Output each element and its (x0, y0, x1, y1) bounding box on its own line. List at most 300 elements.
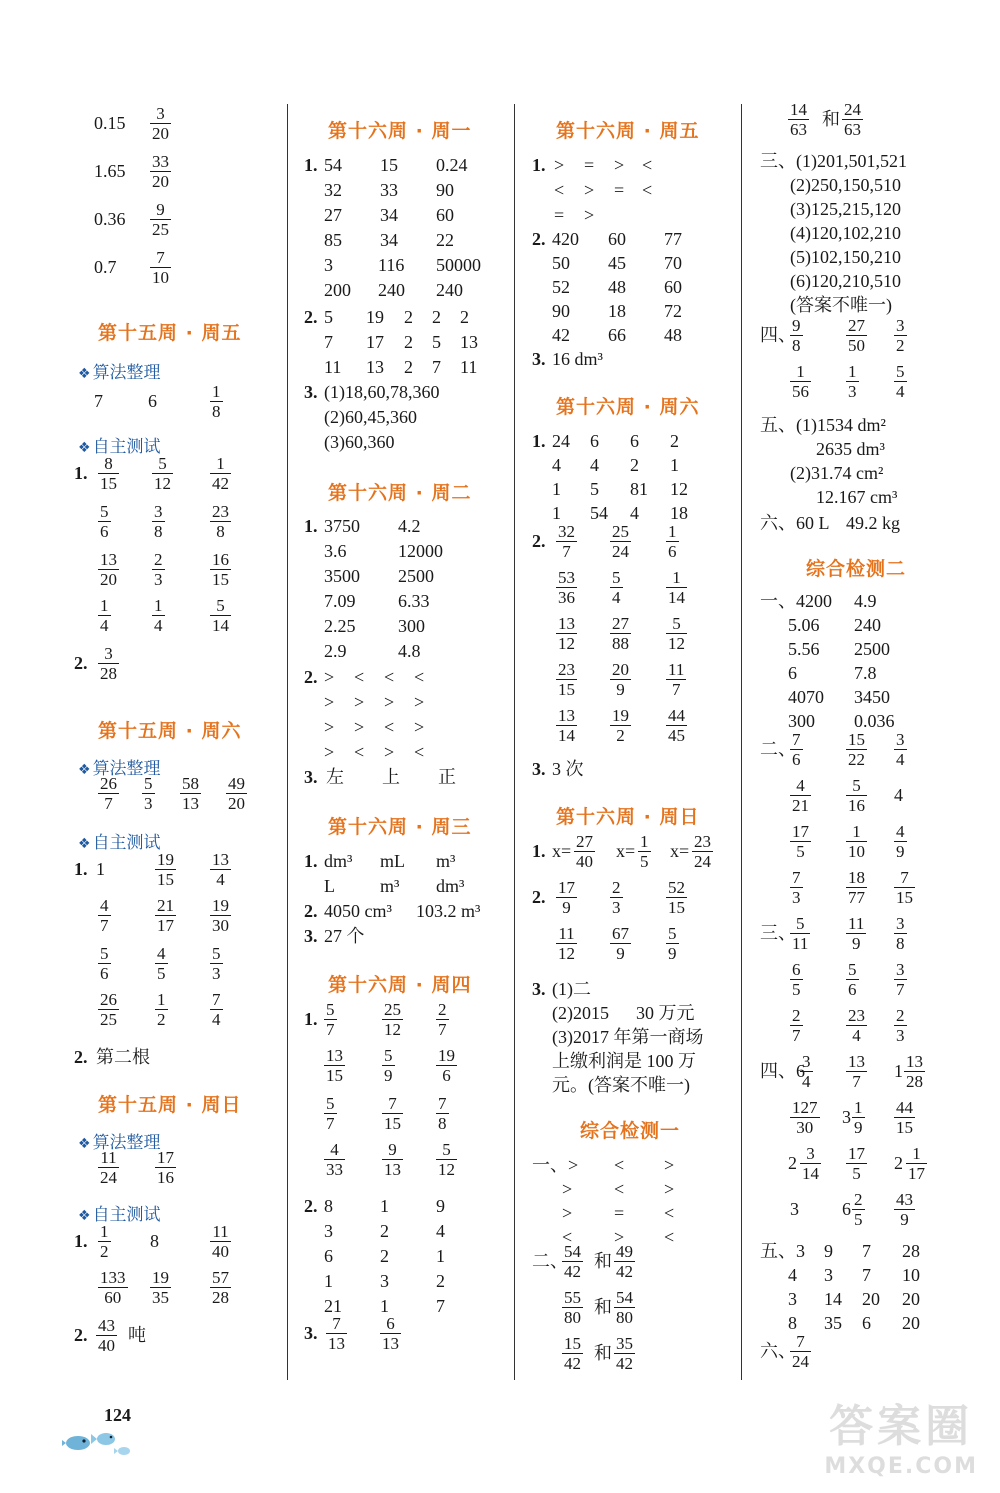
fraction (98, 1148, 119, 1187)
fraction (692, 832, 713, 871)
numerator: 5 (144, 774, 153, 793)
numerator: 17 (848, 1144, 865, 1163)
numerator: 1 (854, 1098, 863, 1117)
fraction (436, 1000, 449, 1039)
answer-text: < (554, 180, 565, 200)
numerator: 58 (182, 774, 199, 793)
answer-text: > (614, 155, 625, 175)
denominator: 6 (848, 980, 857, 999)
answer-text: 5 (432, 332, 441, 352)
numerator: 5 (672, 614, 681, 633)
answer-text: 五、(1)1534 dm² (760, 415, 886, 435)
answer-text: 3 (790, 1199, 799, 1219)
numerator: 6 (792, 960, 801, 979)
fraction (894, 1190, 915, 1229)
denominator: 3 (896, 1026, 905, 1045)
question-number: 2. (304, 307, 318, 327)
answer-text: (答案不唯一) (790, 295, 892, 315)
answer-text: dm³ (324, 851, 353, 871)
denominator: 4 (100, 616, 109, 635)
fraction (846, 1052, 867, 1091)
fraction (556, 878, 577, 917)
numerator: 14 (790, 100, 807, 119)
question-number: 1. (532, 841, 546, 861)
denominator: 12 (438, 1160, 455, 1179)
answer-text: 8 (150, 1231, 159, 1251)
fraction (150, 104, 171, 143)
numerator: 1 (668, 522, 677, 541)
numerator: 8 (104, 454, 113, 473)
numerator: 55 (564, 1288, 581, 1307)
answer-text: 240 (436, 280, 463, 300)
answer-text: 6 (788, 663, 797, 683)
fraction (324, 1000, 337, 1039)
denominator: 15 (100, 474, 117, 493)
answer-text: (4)120,102,210 (790, 223, 901, 243)
numerator: 24 (844, 100, 861, 119)
fraction (210, 550, 231, 589)
numerator: 133 (100, 1268, 126, 1287)
answer-text: 四、 (760, 325, 796, 345)
answer-text: 4 (894, 785, 903, 805)
answer-text: 13 (366, 357, 384, 377)
fraction (152, 502, 165, 541)
subsection-heading (78, 1200, 161, 1225)
numerator: 26 (100, 990, 117, 1009)
denominator: 12 (668, 634, 685, 653)
denominator: 9 (610, 679, 631, 699)
numerator: 9 (792, 316, 801, 335)
denominator: 15 (212, 570, 229, 589)
answer-text: (2)31.74 cm² (790, 463, 884, 483)
numerator: 7 (796, 1332, 805, 1351)
fraction (98, 596, 111, 635)
denominator: 8 (154, 522, 163, 541)
answer-text: 8 (324, 1196, 333, 1216)
fraction (846, 1144, 867, 1183)
answer-text: 32 (324, 180, 342, 200)
answer-text: 7 (432, 357, 441, 377)
numerator: 7 (212, 990, 221, 1009)
numerator: 13 (326, 1046, 343, 1065)
section-heading: 第十五周 · 周日 (98, 1094, 242, 1116)
denominator: 9 (896, 842, 905, 861)
answer-text: < (614, 1179, 625, 1199)
numerator: 13 (212, 850, 229, 869)
section-heading: 综合检测一 (580, 1120, 681, 1142)
answer-text: 9 (436, 1196, 445, 1216)
question-number: 2. (532, 887, 546, 907)
denominator: 30 (790, 1117, 820, 1137)
denominator: 13 (382, 1334, 399, 1353)
numerator: 17 (558, 878, 575, 897)
numerator: 1 (100, 1222, 109, 1241)
denominator: 60 (98, 1287, 128, 1307)
fraction (790, 730, 803, 769)
answer-text: 2 (404, 307, 413, 327)
answer-text: 12.167 cm³ (816, 487, 898, 507)
answer-text: 4.2 (398, 516, 421, 536)
fraction (790, 316, 803, 355)
answer-text: > (614, 1227, 625, 1247)
answer-text: 28 (902, 1241, 920, 1261)
answer-text: 70 (664, 253, 682, 273)
answer-text: 0.036 (854, 711, 895, 731)
answer-text: 13 (460, 332, 478, 352)
fraction (846, 822, 867, 861)
answer-text: 50000 (436, 255, 481, 275)
fraction (98, 454, 119, 493)
answer-text: 3 (380, 1271, 389, 1291)
denominator: 15 (558, 680, 575, 699)
denominator: 11 (792, 934, 809, 953)
numerator: 27 (576, 832, 593, 851)
watermark-logo: 答案圈 MXQE.COM (824, 1401, 978, 1479)
denominator: 8 (438, 1114, 447, 1133)
numerator: 4 (796, 776, 805, 795)
fish-decoration-icon (62, 1425, 142, 1461)
numerator: 2 (438, 1000, 447, 1019)
fraction (846, 316, 867, 355)
column-divider (514, 104, 515, 1380)
answer-text: 0.7 (94, 257, 117, 277)
subsection-label: 算法整理 (92, 759, 161, 779)
answer-text: 90 (436, 180, 454, 200)
answer-text: 一、4200 (760, 591, 832, 611)
denominator: 4 (802, 1072, 811, 1091)
denominator: 8 (792, 336, 801, 355)
fraction (846, 960, 859, 999)
numerator: 25 (384, 1000, 401, 1019)
answer-text: 2 (380, 1221, 389, 1241)
answer-text: 3450 (854, 687, 890, 707)
denominator: 2 (610, 725, 631, 745)
fraction (98, 644, 119, 683)
numerator: 44 (896, 1098, 913, 1117)
denominator: 17 (157, 916, 174, 935)
fraction (556, 706, 577, 745)
question-number: 2. (532, 229, 546, 249)
answer-text: 五、3 (760, 1241, 805, 1261)
question-number: 2. (304, 1196, 318, 1216)
denominator: 7 (556, 541, 577, 561)
answer-text: > (324, 742, 335, 762)
answer-text: 2500 (854, 639, 890, 659)
answer-text: 6 (842, 1199, 851, 1219)
answer-text: 60 (436, 205, 454, 225)
denominator: 9 (846, 933, 866, 953)
answer-text: 12000 (398, 541, 443, 561)
answer-text: 60 (608, 229, 626, 249)
numerator: 2 (154, 550, 163, 569)
answer-text: 24 (552, 431, 570, 451)
denominator: 2 (157, 1010, 166, 1029)
denominator: 14 (558, 726, 575, 745)
answer-text: 4.8 (398, 641, 421, 661)
denominator: 22 (848, 750, 865, 769)
fraction (666, 614, 687, 653)
fraction (562, 1242, 583, 1281)
question-number: 3. (304, 767, 318, 787)
page-number: 124 (104, 1405, 131, 1425)
denominator: 40 (576, 852, 593, 871)
answer-text: 6 (630, 431, 639, 451)
denominator: 7 (438, 1020, 447, 1039)
fraction (842, 100, 863, 139)
denominator: 45 (668, 726, 685, 745)
numerator: 20 (612, 660, 629, 679)
fraction (98, 774, 119, 813)
denominator: 6 (668, 542, 677, 561)
answer-text: 3500 (324, 566, 360, 586)
fraction (906, 1144, 927, 1183)
question-number: 3. (304, 382, 318, 402)
answer-text: 7 (862, 1241, 871, 1261)
denominator: 4 (612, 588, 621, 607)
numerator: 5 (612, 568, 621, 587)
denominator: 20 (152, 172, 169, 191)
denominator: 30 (212, 916, 229, 935)
fraction (210, 944, 223, 983)
answer-text: 54 (324, 155, 342, 175)
denominator: 7 (326, 1020, 335, 1039)
answer-text: 1 (436, 1246, 445, 1266)
numerator: 2 (854, 1190, 863, 1209)
fraction (894, 362, 907, 401)
numerator: 5 (100, 502, 109, 521)
fraction (98, 1268, 128, 1307)
answer-text: < (384, 667, 395, 687)
fraction (894, 730, 907, 769)
section-heading: 综合检测二 (806, 558, 907, 580)
denominator: 2 (100, 1242, 109, 1261)
fraction (894, 914, 907, 953)
numerator: 25 (612, 522, 629, 541)
numerator: 13 (558, 706, 575, 725)
denominator: 4 (846, 1025, 867, 1045)
denominator: 9 (894, 1209, 915, 1229)
answer-text: > (324, 717, 335, 737)
numerator: 1 (848, 362, 857, 381)
numerator: 3 (802, 1052, 811, 1071)
answer-text: 二、 (532, 1251, 568, 1271)
answer-text: 30 万元 (636, 1003, 695, 1023)
subsection-label: 自主测试 (92, 1205, 161, 1225)
denominator: 7 (792, 1026, 801, 1045)
answer-text: > (384, 742, 395, 762)
answer-text: 0.36 (94, 209, 126, 229)
section-heading: 第十五周 · 周六 (98, 720, 242, 742)
numerator: 7 (792, 730, 801, 749)
denominator: 20 (100, 570, 117, 589)
section-heading: 第十六周 · 周五 (556, 120, 700, 142)
answer-text: 4 (552, 455, 561, 475)
numerator: 19 (212, 896, 229, 915)
answer-text: 34 (380, 230, 398, 250)
fraction (150, 200, 171, 239)
answer-text: (6)120,210,510 (790, 271, 901, 291)
answer-text: 4070 (788, 687, 824, 707)
answer-text: 10 (902, 1265, 920, 1285)
fraction (852, 1098, 865, 1137)
denominator: 40 (98, 1336, 115, 1355)
numerator: 3 (896, 960, 905, 979)
denominator: 7 (98, 793, 119, 813)
denominator: 15 (896, 1118, 913, 1137)
denominator: 63 (790, 120, 807, 139)
question-number: 2. (532, 531, 546, 551)
denominator: 7 (896, 980, 905, 999)
answer-text: 2 (894, 1153, 903, 1173)
denominator: 16 (848, 796, 865, 815)
fraction (150, 248, 171, 287)
fraction (382, 1140, 403, 1179)
denominator: 5 (790, 841, 811, 861)
denominator: 6 (792, 750, 801, 769)
answer-text: 2635 dm³ (816, 439, 885, 459)
numerator: 35 (616, 1334, 633, 1353)
answer-text: > (664, 1179, 675, 1199)
denominator: 25 (100, 1010, 117, 1029)
answer-text: 元。(答案不唯一) (552, 1075, 690, 1095)
denominator: 24 (792, 1352, 809, 1371)
numerator: 2 (612, 878, 621, 897)
answer-text: 7 (324, 332, 333, 352)
answer-text: 3 (324, 255, 333, 275)
numerator: 3 (806, 1144, 815, 1163)
section-heading: 第十六周 · 周三 (328, 816, 472, 838)
fraction (98, 1222, 111, 1261)
answer-text: 240 (378, 280, 405, 300)
denominator: 42 (616, 1262, 633, 1281)
fraction (556, 522, 577, 561)
answer-text: 420 (552, 229, 579, 249)
fraction (790, 822, 811, 861)
denominator: 12 (384, 1020, 401, 1039)
denominator: 7 (666, 679, 686, 699)
answer-text: 2 (630, 455, 639, 475)
fraction (324, 1094, 337, 1133)
answer-text: 3 (824, 1265, 833, 1285)
numerator: 7 (156, 248, 165, 267)
numerator: 13 (100, 550, 117, 569)
numerator: 44 (668, 706, 685, 725)
fraction (152, 596, 165, 635)
answer-text: 三、(1)201,501,521 (760, 151, 907, 171)
answer-text: 和 (822, 109, 840, 129)
question-number: 2. (74, 1325, 88, 1345)
answer-text: > (584, 205, 595, 225)
answer-text: 5 (590, 479, 599, 499)
answer-text: 35 (824, 1313, 842, 1333)
column-divider (741, 104, 742, 1380)
denominator: 21 (792, 796, 809, 815)
fraction (666, 568, 687, 607)
numerator: 19 (438, 1046, 455, 1065)
numerator: 5 (848, 960, 857, 979)
answer-text: 和 (594, 1251, 612, 1271)
numerator: 3 (896, 316, 905, 335)
diamond-bullet-icon: ❖ (78, 836, 91, 852)
numerator: 4 (896, 822, 905, 841)
answer-text: > (324, 667, 335, 687)
answer-text: 20 (902, 1313, 920, 1333)
answer-text: > (554, 155, 565, 175)
answer-text: dm³ (436, 876, 465, 896)
numerator: 3 (104, 644, 113, 663)
answer-text: 和 (594, 1343, 612, 1363)
denominator: 7 (846, 1071, 867, 1091)
denominator: 7 (100, 916, 109, 935)
fraction (666, 660, 686, 699)
answer-text: 3 次 (552, 759, 584, 779)
denominator: 88 (612, 634, 629, 653)
answer-text: < (354, 667, 365, 687)
numerator: 19 (152, 1268, 169, 1287)
answer-text: > (414, 692, 425, 712)
numerator: 52 (668, 878, 685, 897)
numerator: 5 (326, 1094, 335, 1113)
denominator: 3 (154, 570, 163, 589)
numerator: 19 (612, 706, 629, 725)
answer-text: 1 (670, 455, 679, 475)
answer-text: m³ (436, 851, 456, 871)
section-heading: 第十六周 · 周六 (556, 396, 700, 418)
denominator: 28 (906, 1072, 923, 1091)
answer-text: 18 (608, 301, 626, 321)
answer-text: > (562, 1179, 573, 1199)
answer-text: 19 (366, 307, 384, 327)
numerator: 32 (558, 522, 575, 541)
answer-text: 7 (862, 1265, 871, 1285)
numerator: 3 (896, 914, 905, 933)
subsection-label: 自主测试 (92, 833, 161, 853)
numerator: 23 (848, 1006, 865, 1025)
section-heading: 第十五周 · 周五 (98, 322, 242, 344)
denominator: 14 (802, 1164, 819, 1183)
numerator: 4 (330, 1140, 339, 1159)
answer-text: = (614, 180, 625, 200)
denominator: 4 (896, 382, 905, 401)
answer-text: 85 (324, 230, 342, 250)
denominator: 80 (616, 1308, 633, 1327)
answer-text: 2500 (398, 566, 434, 586)
answer-text: < (642, 155, 653, 175)
fraction (666, 522, 679, 561)
denominator: 6 (436, 1065, 457, 1085)
denominator: 20 (228, 794, 245, 813)
denominator: 3 (212, 964, 221, 983)
answer-text: 上 (382, 767, 400, 787)
denominator: 5 (640, 852, 649, 871)
answer-text: 60 (664, 277, 682, 297)
answer-text: (1)18,60,78,360 (324, 382, 440, 402)
fraction (846, 362, 859, 401)
numerator: 2 (896, 1006, 905, 1025)
denominator: 4 (896, 750, 905, 769)
fraction (210, 382, 223, 421)
denominator: 15 (668, 898, 685, 917)
fraction (436, 1140, 457, 1179)
diamond-bullet-icon: ❖ (78, 762, 91, 778)
question-number: 3. (532, 349, 546, 369)
denominator: 42 (564, 1262, 581, 1281)
numerator: 1 (640, 832, 649, 851)
numerator: 11 (212, 1222, 229, 1241)
numerator: 5 (668, 924, 677, 943)
numerator: 7 (332, 1314, 341, 1333)
numerator: 13 (906, 1052, 923, 1071)
